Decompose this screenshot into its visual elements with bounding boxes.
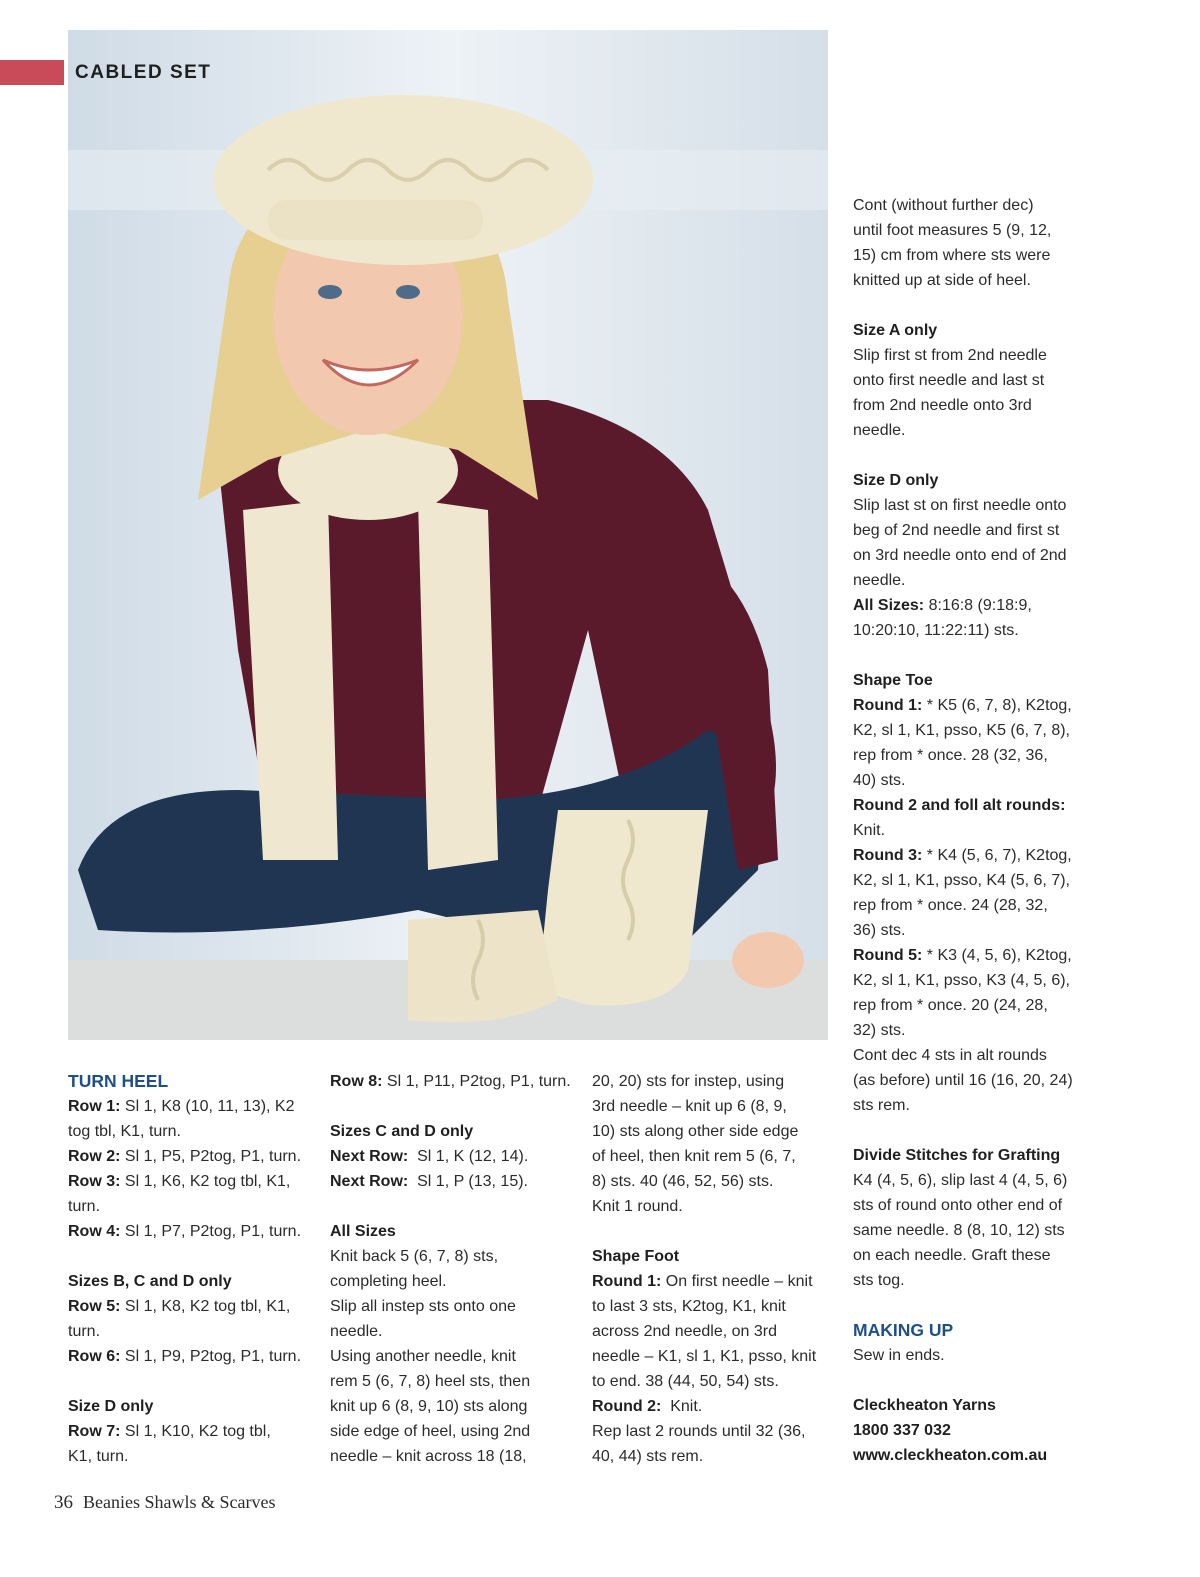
subhead-divide-stitches: Divide Stitches for Grafting <box>853 1147 1061 1164</box>
row-4: Row 4: Sl 1, P7, P2tog, P1, turn. <box>68 1223 302 1240</box>
text-line: 40) sts. <box>853 772 906 789</box>
text-line: Knit back 5 (6, 7, 8) sts, <box>330 1248 499 1265</box>
text-line: same needle. 8 (8, 10, 12) sts <box>853 1222 1065 1239</box>
text-line: needle – knit across 18 (18, <box>330 1448 527 1465</box>
brand-name: Cleckheaton Yarns <box>853 1397 996 1414</box>
section-color-bar <box>0 60 64 85</box>
text-line: rep from * once. 20 (24, 28, <box>853 997 1048 1014</box>
text-line: sts tog. <box>853 1272 905 1289</box>
brand-website[interactable]: www.cleckheaton.com.au <box>853 1447 1048 1464</box>
text-line: knitted up at side of heel. <box>853 272 1031 289</box>
text-line: until foot measures 5 (9, 12, <box>853 222 1052 239</box>
text-line: needle. <box>853 572 906 589</box>
text-line: sts rem. <box>853 1097 910 1114</box>
page-number: 36 <box>54 1492 73 1513</box>
column-1 <box>68 1069 318 1469</box>
subhead-size-d: Size D only <box>68 1398 154 1415</box>
text-line: to last 3 sts, K2tog, K1, knit <box>592 1298 786 1315</box>
text-line: Slip all instep sts onto one <box>330 1298 516 1315</box>
text-line: needle – K1, sl 1, K1, psso, knit <box>592 1348 817 1365</box>
text-line: 3rd needle – knit up 6 (8, 9, <box>592 1098 787 1115</box>
row-5: Row 5: Sl 1, K8, K2 tog tbl, K1, <box>68 1298 291 1315</box>
text-line: needle. <box>330 1323 383 1340</box>
text-line: Slip last st on first needle onto <box>853 497 1067 514</box>
row-1: Row 1: Sl 1, K8 (10, 11, 13), K2 <box>68 1098 295 1115</box>
text-line: side edge of heel, using 2nd <box>330 1423 531 1440</box>
subhead-size-a: Size A only <box>853 322 938 339</box>
text-line: 40, 44) sts rem. <box>592 1448 704 1465</box>
text-line: across 2nd needle, on 3rd <box>592 1323 778 1340</box>
text-line: Slip first st from 2nd needle <box>853 347 1047 364</box>
text-line: 15) cm from where sts were <box>853 247 1051 264</box>
knitwear-model-photo <box>68 30 828 1040</box>
round-1: Round 1: On first needle – knit <box>592 1273 813 1290</box>
text-line: 8) sts. 40 (46, 52, 56) sts. <box>592 1173 774 1190</box>
subhead-sizes-cd: Sizes C and D only <box>330 1123 474 1140</box>
text-line: Knit. <box>853 822 886 839</box>
text-line: rep from * once. 24 (28, 32, <box>853 897 1048 914</box>
text-line: Cont dec 4 sts in alt rounds <box>853 1047 1047 1064</box>
text-line: on each needle. Graft these <box>853 1247 1051 1264</box>
text-line: knit up 6 (8, 9, 10) sts along <box>330 1398 528 1415</box>
text-line: beg of 2nd needle and first st <box>853 522 1060 539</box>
row-3: Row 3: Sl 1, K6, K2 tog tbl, K1, <box>68 1173 291 1190</box>
text-line: onto first needle and last st <box>853 372 1045 389</box>
text-line: K4 (4, 5, 6), slip last 4 (4, 5, 6) <box>853 1172 1068 1189</box>
row-1-cont: tog tbl, K1, turn. <box>68 1123 181 1140</box>
text-line: K2, sl 1, K1, psso, K4 (5, 6, 7), <box>853 872 1070 889</box>
text-line: 10) sts along other side edge <box>592 1123 799 1140</box>
text-line: to end. 38 (44, 50, 54) sts. <box>592 1373 779 1390</box>
text-line: K2, sl 1, K1, psso, K5 (6, 7, 8), <box>853 722 1070 739</box>
toe-round-3: Round 3: * K4 (5, 6, 7), K2tog, <box>853 847 1072 864</box>
text-line: Sew in ends. <box>853 1347 945 1364</box>
row-8: Row 8: Sl 1, P11, P2tog, P1, turn. <box>330 1073 571 1090</box>
publication-title: Beanies Shawls & Scarves <box>83 1492 276 1512</box>
row-7-cont: K1, turn. <box>68 1448 129 1465</box>
subhead-all-sizes: All Sizes <box>330 1223 396 1240</box>
photo-illustration <box>68 30 828 1040</box>
toe-round-5: Round 5: * K3 (4, 5, 6), K2tog, <box>853 947 1072 964</box>
text-line: sts of round onto other end of <box>853 1197 1063 1214</box>
next-row-1: Next Row: Sl 1, K (12, 14). <box>330 1148 529 1165</box>
text-line: 20, 20) sts for instep, using <box>592 1073 785 1090</box>
row-2: Row 2: Sl 1, P5, P2tog, P1, turn. <box>68 1148 302 1165</box>
subhead-sizes-bcd: Sizes B, C and D only <box>68 1273 232 1290</box>
row-5-cont: turn. <box>68 1323 101 1340</box>
next-row-2: Next Row: Sl 1, P (13, 15). <box>330 1173 528 1190</box>
text-line: of heel, then knit rem 5 (6, 7, <box>592 1148 796 1165</box>
column-3 <box>592 1069 842 1469</box>
row-3-cont: turn. <box>68 1198 101 1215</box>
brand-phone: 1800 337 032 <box>853 1422 951 1439</box>
heading-turn-heel: TURN HEEL <box>68 1071 169 1091</box>
text-line: 10:20:10, 11:22:11) sts. <box>853 622 1019 639</box>
heading-making-up: MAKING UP <box>853 1320 954 1340</box>
text-line: completing heel. <box>330 1273 447 1290</box>
page-footer <box>54 1492 275 1514</box>
text-line: Knit 1 round. <box>592 1198 683 1215</box>
section-label: CABLED SET <box>75 62 212 83</box>
subhead-shape-foot: Shape Foot <box>592 1248 680 1265</box>
toe-round-2-label: Round 2 and foll alt rounds: <box>853 797 1066 814</box>
text-line: K2, sl 1, K1, psso, K3 (4, 5, 6), <box>853 972 1070 989</box>
text-line: Using another needle, knit <box>330 1348 516 1365</box>
text-line: rep from * once. 28 (32, 36, <box>853 747 1048 764</box>
row-6: Row 6: Sl 1, P9, P2tog, P1, turn. <box>68 1348 302 1365</box>
text-line: 36) sts. <box>853 922 906 939</box>
text-line: 32) sts. <box>853 1022 906 1039</box>
subhead-size-d-col4: Size D only <box>853 472 939 489</box>
column-4 <box>853 193 1103 1468</box>
text-line: Rep last 2 rounds until 32 (36, <box>592 1423 806 1440</box>
toe-round-1: Round 1: * K5 (6, 7, 8), K2tog, <box>853 697 1072 714</box>
text-line: rem 5 (6, 7, 8) heel sts, then <box>330 1373 531 1390</box>
all-sizes-line: All Sizes: 8:16:8 (9:18:9, <box>853 597 1032 614</box>
text-line: on 3rd needle onto end of 2nd <box>853 547 1067 564</box>
text-line: from 2nd needle onto 3rd <box>853 397 1032 414</box>
text-line: needle. <box>853 422 906 439</box>
subhead-shape-toe: Shape Toe <box>853 672 933 689</box>
column-2 <box>330 1069 580 1469</box>
text-line: Cont (without further dec) <box>853 197 1034 214</box>
round-2: Round 2: Knit. <box>592 1398 703 1415</box>
row-7: Row 7: Sl 1, K10, K2 tog tbl, <box>68 1423 271 1440</box>
text-line: (as before) until 16 (16, 20, 24) <box>853 1072 1073 1089</box>
